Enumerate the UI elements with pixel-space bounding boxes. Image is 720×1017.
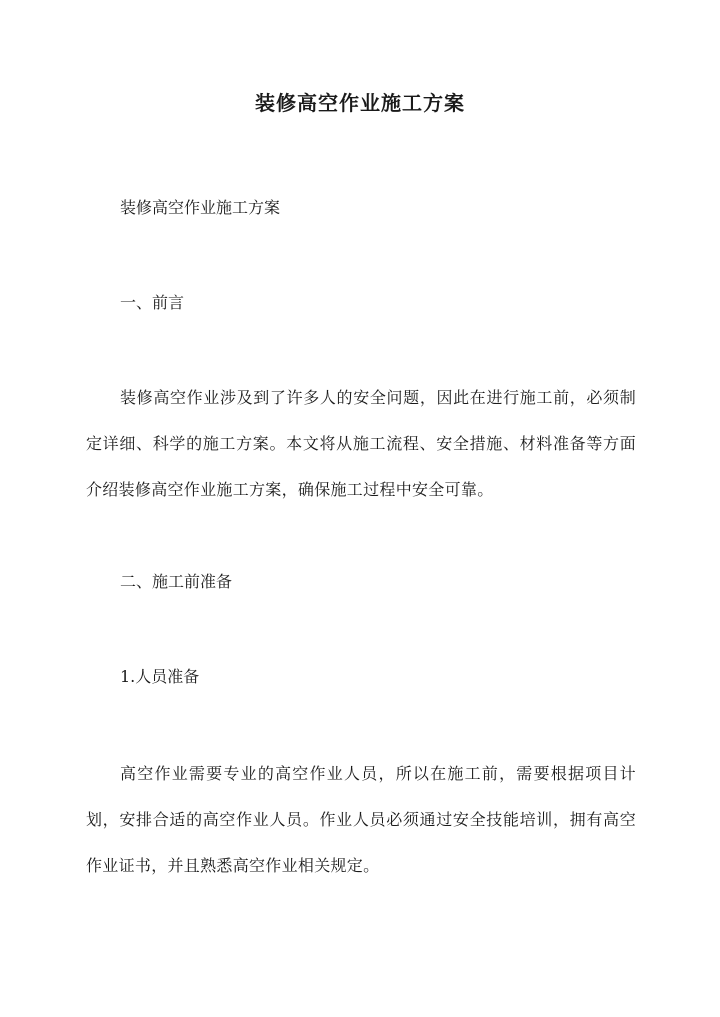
personnel-paragraph: 高空作业需要专业的高空作业人员，所以在施工前，需要根据项目计划，安排合适的高空作业人员。作业人员必须通过安全技能培训，拥有高空作业证书，并且熟悉高空作业相关规定。: [86, 764, 636, 875]
document-subtitle: 装修高空作业施工方案: [120, 198, 281, 217]
section-heading-preparation: 二、施工前准备: [120, 572, 233, 591]
section-heading-preface: 一、前言: [120, 293, 185, 312]
page-title: 装修高空作业施工方案: [255, 91, 465, 115]
subsection-heading-personnel: 1.人员准备: [120, 667, 200, 686]
preface-paragraph: 装修高空作业涉及到了许多人的安全问题，因此在进行施工前，必须制定详细、科学的施工方案。本文将从施工流程、安全措施、材料准备等方面介绍装修高空作业施工方案，确保施工过程中安全可靠。: [86, 388, 636, 499]
